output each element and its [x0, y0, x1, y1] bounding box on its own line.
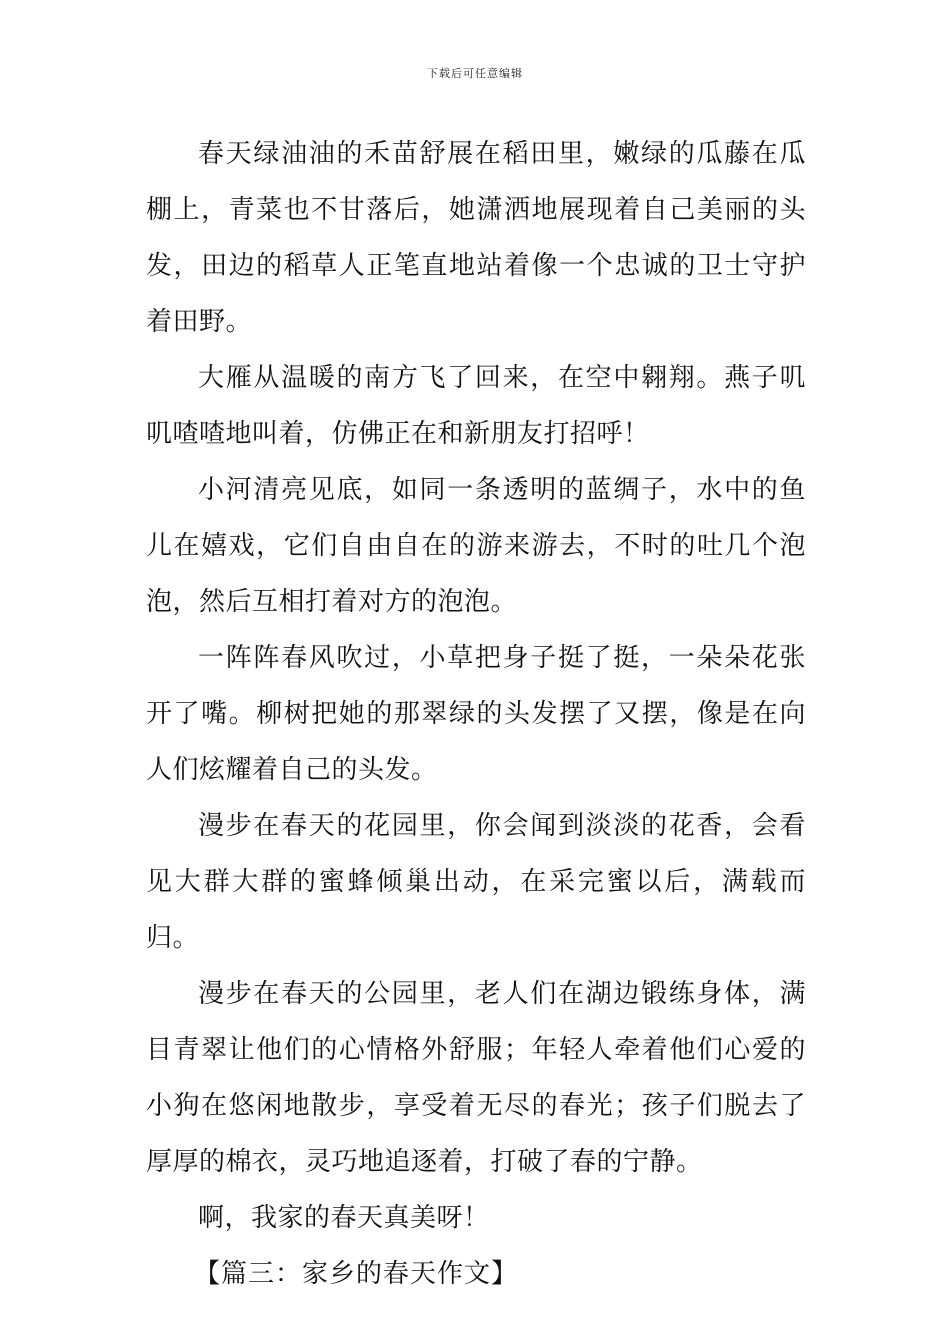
paragraph: 一阵阵春风吹过，小草把身子挺了挺，一朵朵花张开了嘴。柳树把她的那翠绿的头发摆了又摆，像是在向人们炫耀着自己的头发。 — [146, 643, 806, 785]
paragraph: 漫步在春天的花园里，你会闻到淡淡的花香，会看见大群大群的蜜蜂倾巢出动，在采完蜜以后，满载而归。 — [146, 811, 806, 953]
paragraph: 小河清亮见底，如同一条透明的蓝绸子，水中的鱼儿在嬉戏，它们自由自在的游来游去，不时的吐几个泡泡，然后互相打着对方的泡泡。 — [146, 475, 806, 617]
section-heading: 【篇三：家乡的春天作文】 — [194, 1259, 519, 1289]
paragraph: 啊，我家的春天真美呀！ — [198, 1203, 490, 1233]
paragraph: 大雁从温暖的南方飞了回来，在空中翱翔。燕子叽叽喳喳地叫着，仿佛正在和新朋友打招呼！ — [146, 363, 806, 449]
page-header-note: 下载后可任意编辑 — [427, 67, 523, 80]
paragraph: 春天绿油油的禾苗舒展在稻田里，嫩绿的瓜藤在瓜棚上，青菜也不甘落后，她潇洒地展现着自己美丽的头发，田边的稻草人正笔直地站着像一个忠诚的卫士守护着田野。 — [146, 139, 806, 337]
document-body — [146, 126, 806, 1302]
paragraph: 漫步在春天的公园里，老人们在湖边锻练身体，满目青翠让他们的心情格外舒服；年轻人牵着他们心爱的小狗在悠闲地散步，享受着无尽的春光；孩子们脱去了厚厚的棉衣，灵巧地追逐着，打破了春的宁静。 — [146, 979, 806, 1177]
